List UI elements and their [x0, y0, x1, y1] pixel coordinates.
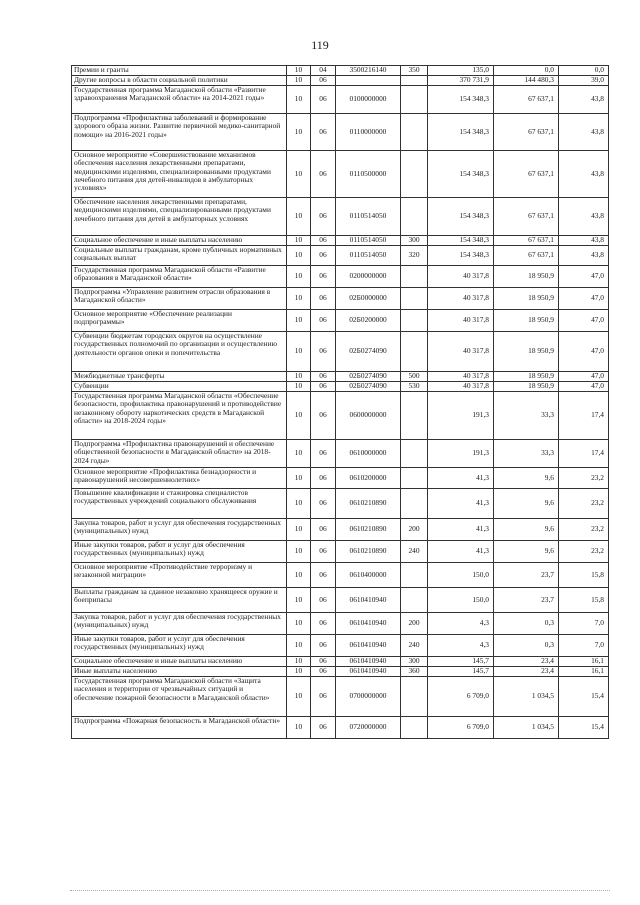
executed-amount-cell: 1 034,5	[494, 717, 559, 739]
budget-table-body	[72, 66, 609, 739]
expense-type-cell	[401, 677, 428, 717]
table-row	[72, 66, 609, 76]
executed-amount-cell: 67 637,1	[494, 246, 559, 266]
section-code-cell: 10	[287, 541, 311, 563]
table-row	[72, 541, 609, 563]
section-code-cell: 10	[287, 266, 311, 288]
executed-amount-cell: 144 480,3	[494, 76, 559, 86]
table-row	[72, 114, 609, 151]
target-article-cell: 0720000000	[336, 717, 401, 739]
executed-amount-cell: 18 950,9	[494, 332, 559, 372]
section-code-cell: 10	[287, 717, 311, 739]
row-name-cell: Социальное обеспечение и иные выплаты населению	[72, 657, 287, 667]
planned-amount-cell: 40 317,8	[428, 266, 494, 288]
expense-type-cell: 240	[401, 635, 428, 657]
planned-amount-cell: 4,3	[428, 635, 494, 657]
row-name-cell: Закупка товаров, работ и услуг для обеспечения государственных (муниципальных) нужд	[72, 519, 287, 541]
row-name-cell: Основное мероприятие «Противодействие терроризму и незаконной миграции»	[72, 563, 287, 588]
target-article-cell: 0610410940	[336, 667, 401, 677]
subsection-code-cell: 06	[311, 717, 336, 739]
execution-percent-cell: 15,4	[559, 677, 609, 717]
expense-type-cell	[401, 717, 428, 739]
row-name-cell: Субвенции бюджетам городских округов на осуществление государственных полномочий по организации и осуществлению деятельности органов опеки и попечительства	[72, 332, 287, 372]
executed-amount-cell: 33,3	[494, 440, 559, 468]
row-name-cell: Выплаты гражданам за сданное незаконно хранящееся оружие и боеприпасы	[72, 588, 287, 613]
executed-amount-cell: 23,7	[494, 588, 559, 613]
section-code-cell: 10	[287, 236, 311, 246]
subsection-code-cell: 06	[311, 519, 336, 541]
row-name-cell: Государственная программа Магаданской области «Развитие образования в Магаданской области»	[72, 266, 287, 288]
section-code-cell: 10	[287, 246, 311, 266]
budget-table	[71, 65, 609, 739]
target-article-cell: 0610210890	[336, 519, 401, 541]
row-name-cell: Социальное обеспечение и иные выплаты населению	[72, 236, 287, 246]
section-code-cell: 10	[287, 563, 311, 588]
subsection-code-cell: 06	[311, 677, 336, 717]
expense-type-cell	[401, 310, 428, 332]
execution-percent-cell: 43,8	[559, 236, 609, 246]
executed-amount-cell: 18 950,9	[494, 266, 559, 288]
section-code-cell: 10	[287, 86, 311, 114]
section-code-cell: 10	[287, 114, 311, 151]
executed-amount-cell: 67 637,1	[494, 236, 559, 246]
target-article-cell: 0610400000	[336, 563, 401, 588]
planned-amount-cell: 370 731,9	[428, 76, 494, 86]
section-code-cell: 10	[287, 392, 311, 440]
execution-percent-cell: 23,2	[559, 468, 609, 489]
row-name-cell: Подпрограмма «Управление развитием отрасли образования в Магаданской области»	[72, 288, 287, 310]
subsection-code-cell: 06	[311, 657, 336, 667]
executed-amount-cell: 23,4	[494, 667, 559, 677]
execution-percent-cell: 16,1	[559, 667, 609, 677]
expense-type-cell	[401, 151, 428, 198]
expense-type-cell	[401, 76, 428, 86]
row-name-cell: Подпрограмма «Пожарная безопасность в Магаданской области»	[72, 717, 287, 739]
target-article-cell: 02Б0000000	[336, 288, 401, 310]
target-article-cell: 0610410940	[336, 613, 401, 635]
executed-amount-cell: 18 950,9	[494, 372, 559, 382]
target-article-cell: 0200000000	[336, 266, 401, 288]
subsection-code-cell: 06	[311, 563, 336, 588]
planned-amount-cell: 154 348,3	[428, 236, 494, 246]
planned-amount-cell: 41,3	[428, 468, 494, 489]
table-row	[72, 372, 609, 382]
section-code-cell: 10	[287, 677, 311, 717]
planned-amount-cell: 154 348,3	[428, 86, 494, 114]
planned-amount-cell: 6 709,0	[428, 717, 494, 739]
execution-percent-cell: 47,0	[559, 310, 609, 332]
execution-percent-cell: 47,0	[559, 372, 609, 382]
executed-amount-cell: 9,6	[494, 489, 559, 519]
planned-amount-cell: 4,3	[428, 613, 494, 635]
planned-amount-cell: 40 317,8	[428, 382, 494, 392]
target-article-cell: 0610210890	[336, 541, 401, 563]
table-row	[72, 657, 609, 667]
target-article-cell: 0600000000	[336, 392, 401, 440]
execution-percent-cell: 47,0	[559, 266, 609, 288]
subsection-code-cell: 06	[311, 468, 336, 489]
subsection-code-cell: 06	[311, 310, 336, 332]
page-number: 119	[311, 38, 329, 52]
executed-amount-cell: 67 637,1	[494, 198, 559, 236]
expense-type-cell	[401, 468, 428, 489]
subsection-code-cell: 06	[311, 392, 336, 440]
section-code-cell: 10	[287, 613, 311, 635]
subsection-code-cell: 06	[311, 198, 336, 236]
expense-type-cell	[401, 198, 428, 236]
row-name-cell: Иные выплаты населению	[72, 667, 287, 677]
target-article-cell: 0610000000	[336, 440, 401, 468]
table-row	[72, 563, 609, 588]
execution-percent-cell: 15,8	[559, 588, 609, 613]
execution-percent-cell: 43,8	[559, 198, 609, 236]
expense-type-cell: 300	[401, 236, 428, 246]
section-code-cell: 10	[287, 151, 311, 198]
table-row	[72, 332, 609, 372]
expense-type-cell: 320	[401, 246, 428, 266]
subsection-code-cell: 06	[311, 76, 336, 86]
planned-amount-cell: 150,0	[428, 588, 494, 613]
row-name-cell: Межбюджетные трансферты	[72, 372, 287, 382]
table-row	[72, 86, 609, 114]
table-row	[72, 489, 609, 519]
planned-amount-cell: 41,3	[428, 489, 494, 519]
subsection-code-cell: 06	[311, 246, 336, 266]
table-row	[72, 635, 609, 657]
execution-percent-cell: 7,0	[559, 635, 609, 657]
executed-amount-cell: 0,0	[494, 66, 559, 76]
expense-type-cell	[401, 489, 428, 519]
executed-amount-cell: 23,4	[494, 657, 559, 667]
subsection-code-cell: 04	[311, 66, 336, 76]
subsection-code-cell: 06	[311, 489, 336, 519]
section-code-cell: 10	[287, 76, 311, 86]
table-row	[72, 613, 609, 635]
subsection-code-cell: 06	[311, 266, 336, 288]
planned-amount-cell: 191,3	[428, 440, 494, 468]
planned-amount-cell: 154 348,3	[428, 151, 494, 198]
execution-percent-cell: 43,8	[559, 246, 609, 266]
table-row	[72, 667, 609, 677]
expense-type-cell: 300	[401, 657, 428, 667]
table-row	[72, 519, 609, 541]
expense-type-cell	[401, 392, 428, 440]
row-name-cell: Основное мероприятие «Совершенствование механизмов обеспечения населения лекарственными препаратами, медицинскими изделиями, специализированными продуктами лечебного питания для детей-инвалидов в амбулаторных условиях»	[72, 151, 287, 198]
table-row	[72, 288, 609, 310]
table-row	[72, 392, 609, 440]
expense-type-cell	[401, 266, 428, 288]
expense-type-cell: 360	[401, 667, 428, 677]
target-article-cell: 0610210890	[336, 489, 401, 519]
table-row	[72, 588, 609, 613]
planned-amount-cell: 145,7	[428, 667, 494, 677]
section-code-cell: 10	[287, 382, 311, 392]
expense-type-cell	[401, 288, 428, 310]
row-name-cell: Основное мероприятие «Обеспечение реализации подпрограммы»	[72, 310, 287, 332]
target-article-cell: 3500216140	[336, 66, 401, 76]
planned-amount-cell: 154 348,3	[428, 114, 494, 151]
row-name-cell: Иные закупки товаров, работ и услуг для обеспечения государственных (муниципальных) нужд	[72, 541, 287, 563]
table-row	[72, 440, 609, 468]
subsection-code-cell: 06	[311, 541, 336, 563]
subsection-code-cell: 06	[311, 86, 336, 114]
planned-amount-cell: 40 317,8	[428, 310, 494, 332]
expense-type-cell	[401, 114, 428, 151]
execution-percent-cell: 47,0	[559, 332, 609, 372]
target-article-cell: 02Б0274090	[336, 382, 401, 392]
subsection-code-cell: 06	[311, 236, 336, 246]
execution-percent-cell: 23,2	[559, 519, 609, 541]
planned-amount-cell: 40 317,8	[428, 372, 494, 382]
execution-percent-cell: 0,0	[559, 66, 609, 76]
target-article-cell: 0610410940	[336, 635, 401, 657]
executed-amount-cell: 18 950,9	[494, 288, 559, 310]
execution-percent-cell: 47,0	[559, 288, 609, 310]
table-row	[72, 717, 609, 739]
planned-amount-cell: 40 317,8	[428, 288, 494, 310]
table-row	[72, 246, 609, 266]
planned-amount-cell: 145,7	[428, 657, 494, 667]
execution-percent-cell: 43,8	[559, 114, 609, 151]
section-code-cell: 10	[287, 519, 311, 541]
section-code-cell: 10	[287, 66, 311, 76]
planned-amount-cell: 154 348,3	[428, 198, 494, 236]
target-article-cell: 0610200000	[336, 468, 401, 489]
executed-amount-cell: 0,3	[494, 613, 559, 635]
execution-percent-cell: 43,8	[559, 151, 609, 198]
section-code-cell: 10	[287, 635, 311, 657]
expense-type-cell: 240	[401, 541, 428, 563]
planned-amount-cell: 135,0	[428, 66, 494, 76]
table-row	[72, 198, 609, 236]
planned-amount-cell: 154 348,3	[428, 246, 494, 266]
row-name-cell: Субвенции	[72, 382, 287, 392]
target-article-cell: 02Б0274090	[336, 372, 401, 382]
execution-percent-cell: 7,0	[559, 613, 609, 635]
target-article-cell: 02Б0274090	[336, 332, 401, 372]
execution-percent-cell: 16,1	[559, 657, 609, 667]
planned-amount-cell: 41,3	[428, 519, 494, 541]
subsection-code-cell: 06	[311, 151, 336, 198]
table-row	[72, 677, 609, 717]
subsection-code-cell: 06	[311, 635, 336, 657]
table-row	[72, 76, 609, 86]
row-name-cell: Государственная программа Магаданской области «Обеспечение безопасности, профилактика правонарушений и противодействие незаконному обороту наркотических средств в Магаданской области» на 2018-2024 годы»	[72, 392, 287, 440]
page-bottom-edge	[70, 890, 610, 891]
executed-amount-cell: 18 950,9	[494, 310, 559, 332]
subsection-code-cell: 06	[311, 588, 336, 613]
target-article-cell: 0110514050	[336, 236, 401, 246]
table-row	[72, 266, 609, 288]
expense-type-cell: 500	[401, 372, 428, 382]
expense-type-cell	[401, 332, 428, 372]
subsection-code-cell: 06	[311, 440, 336, 468]
target-article-cell: 0610410940	[336, 657, 401, 667]
section-code-cell: 10	[287, 667, 311, 677]
execution-percent-cell: 39,0	[559, 76, 609, 86]
executed-amount-cell: 9,6	[494, 541, 559, 563]
table-row	[72, 310, 609, 332]
target-article-cell	[336, 76, 401, 86]
row-name-cell: Основное мероприятие «Профилактика безнадзорности и правонарушений несовершеннолетних»	[72, 468, 287, 489]
target-article-cell: 0610410940	[336, 588, 401, 613]
subsection-code-cell: 06	[311, 382, 336, 392]
section-code-cell: 10	[287, 440, 311, 468]
execution-percent-cell: 15,8	[559, 563, 609, 588]
expense-type-cell: 200	[401, 613, 428, 635]
execution-percent-cell: 47,0	[559, 382, 609, 392]
section-code-cell: 10	[287, 198, 311, 236]
planned-amount-cell: 6 709,0	[428, 677, 494, 717]
target-article-cell: 0110514050	[336, 246, 401, 266]
executed-amount-cell: 67 637,1	[494, 114, 559, 151]
budget-table-wrapper	[71, 65, 608, 739]
execution-percent-cell: 17,4	[559, 440, 609, 468]
expense-type-cell	[401, 563, 428, 588]
target-article-cell: 0700000000	[336, 677, 401, 717]
executed-amount-cell: 23,7	[494, 563, 559, 588]
target-article-cell: 0100000000	[336, 86, 401, 114]
section-code-cell: 10	[287, 489, 311, 519]
executed-amount-cell: 67 637,1	[494, 151, 559, 198]
planned-amount-cell: 41,3	[428, 541, 494, 563]
row-name-cell: Подпрограмма «Профилактика правонарушений и обеспечение общественной безопасности в Магаданской области» на 2018-2024 годы»	[72, 440, 287, 468]
target-article-cell: 0110500000	[336, 151, 401, 198]
table-row	[72, 236, 609, 246]
section-code-cell: 10	[287, 657, 311, 667]
expense-type-cell: 200	[401, 519, 428, 541]
planned-amount-cell: 150,0	[428, 563, 494, 588]
row-name-cell: Повышение квалификации и стажировка специалистов государственных учреждений социального обслуживания	[72, 489, 287, 519]
executed-amount-cell: 18 950,9	[494, 382, 559, 392]
section-code-cell: 10	[287, 332, 311, 372]
expense-type-cell	[401, 588, 428, 613]
table-row	[72, 468, 609, 489]
executed-amount-cell: 0,3	[494, 635, 559, 657]
row-name-cell: Закупка товаров, работ и услуг для обеспечения государственных (муниципальных) нужд	[72, 613, 287, 635]
row-name-cell: Премии и гранты	[72, 66, 287, 76]
row-name-cell: Государственная программа Магаданской области «Развитие здравоохранения Магаданской области» на 2014-2021 годы»	[72, 86, 287, 114]
row-name-cell: Обеспечение населения лекарственными препаратами, медицинскими изделиями, специализированными продуктами лечебного питания для детей в амбулаторных условиях	[72, 198, 287, 236]
row-name-cell: Иные закупки товаров, работ и услуг для обеспечения государственных (муниципальных) нужд	[72, 635, 287, 657]
execution-percent-cell: 23,2	[559, 541, 609, 563]
expense-type-cell	[401, 86, 428, 114]
subsection-code-cell: 06	[311, 613, 336, 635]
section-code-cell: 10	[287, 310, 311, 332]
subsection-code-cell: 06	[311, 288, 336, 310]
target-article-cell: 02Б0200000	[336, 310, 401, 332]
execution-percent-cell: 43,8	[559, 86, 609, 114]
executed-amount-cell: 67 637,1	[494, 86, 559, 114]
row-name-cell: Социальные выплаты гражданам, кроме публичных нормативных социальных выплат	[72, 246, 287, 266]
execution-percent-cell: 17,4	[559, 392, 609, 440]
executed-amount-cell: 9,6	[494, 519, 559, 541]
executed-amount-cell: 9,6	[494, 468, 559, 489]
subsection-code-cell: 06	[311, 332, 336, 372]
table-row	[72, 151, 609, 198]
subsection-code-cell: 06	[311, 372, 336, 382]
row-name-cell: Подпрограмма «Профилактика заболеваний и формирование здорового образа жизни. Развитие первичной медико-санитарной помощи» на 2016-2021 годы»	[72, 114, 287, 151]
executed-amount-cell: 33,3	[494, 392, 559, 440]
planned-amount-cell: 40 317,8	[428, 332, 494, 372]
table-row	[72, 382, 609, 392]
target-article-cell: 0110000000	[336, 114, 401, 151]
section-code-cell: 10	[287, 288, 311, 310]
section-code-cell: 10	[287, 468, 311, 489]
subsection-code-cell: 06	[311, 114, 336, 151]
execution-percent-cell: 23,2	[559, 489, 609, 519]
row-name-cell: Другие вопросы в области социальной политики	[72, 76, 287, 86]
execution-percent-cell: 15,4	[559, 717, 609, 739]
subsection-code-cell: 06	[311, 667, 336, 677]
section-code-cell: 10	[287, 588, 311, 613]
executed-amount-cell: 1 034,5	[494, 677, 559, 717]
target-article-cell: 0110514050	[336, 198, 401, 236]
planned-amount-cell: 191,3	[428, 392, 494, 440]
row-name-cell: Государственная программа Магаданской области «Защита населения и территории от чрезвычайных ситуаций и обеспечение пожарной безопасности в Магаданской области»	[72, 677, 287, 717]
expense-type-cell: 530	[401, 382, 428, 392]
expense-type-cell	[401, 440, 428, 468]
expense-type-cell: 350	[401, 66, 428, 76]
section-code-cell: 10	[287, 372, 311, 382]
